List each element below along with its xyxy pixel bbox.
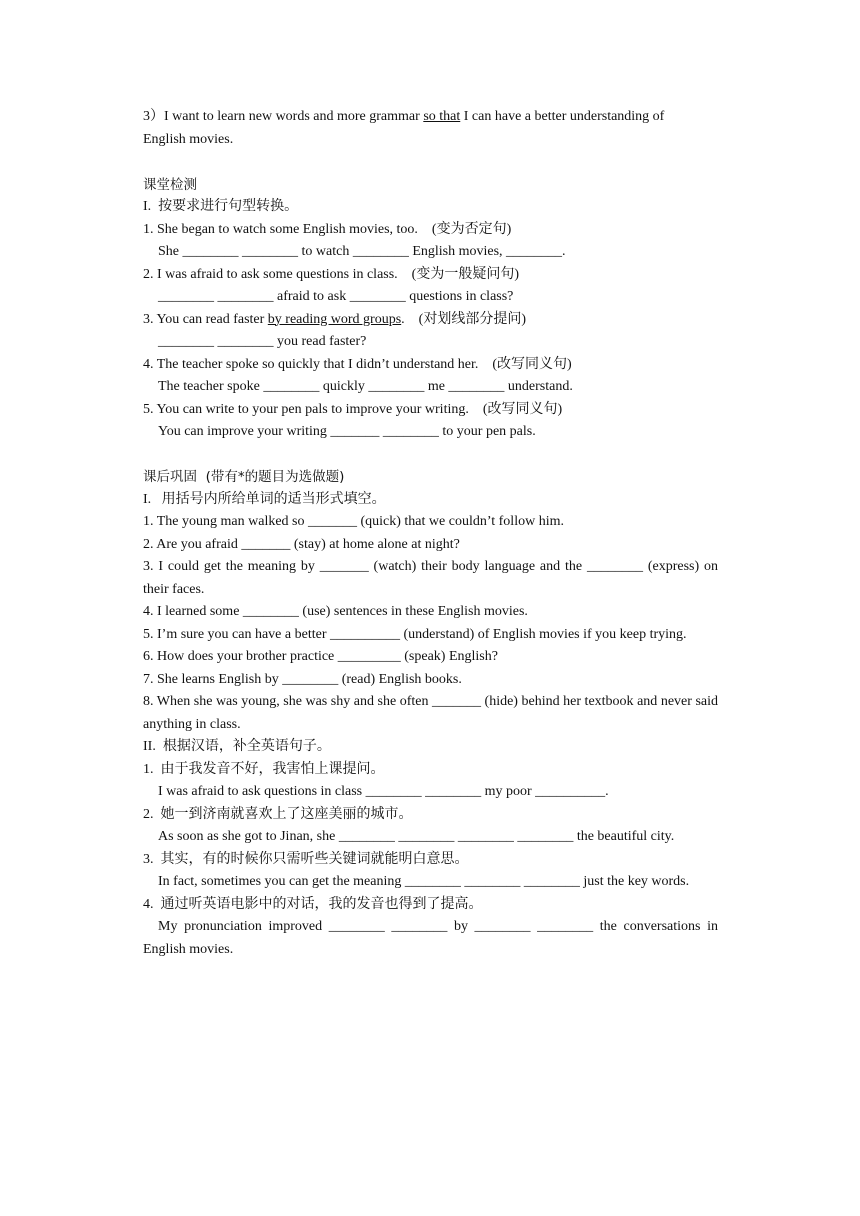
spacer (143, 151, 718, 174)
chinese-prompt: 4. 通过听英语电影中的对话，我的发音也得到了提高。 (143, 896, 483, 912)
fill-in-item: 2. Are you afraid _______ (stay) at home alone at night? (143, 536, 460, 552)
question: 1. She began to watch some English movies, too. (变为否定句) (143, 221, 512, 237)
part-heading: I. 按要求进行句型转换。 (143, 199, 299, 214)
question: 4. The teacher spoke so quickly that I didn’t understand her. (改写同义句) (143, 356, 572, 372)
question-text: 3. You can read faster (143, 311, 268, 327)
chinese-prompt: 3. 其实，有的时候你只需听些关键词就能明白意思。 (143, 851, 469, 867)
section-title-classroom-check: 课堂检测 (143, 176, 197, 193)
english-completion: As soon as she got to Jinan, she ________ ________ ________ ________ the beautiful city. (158, 829, 675, 844)
fill-in-item: 5. I’m sure you can have a better __________ (understand) of English movies if you keep trying. (143, 626, 687, 642)
chinese-prompt: 2. 她一到济南就喜欢上了这座美丽的城市。 (143, 806, 413, 822)
part-heading: II. 根据汉语，补全英语句子。 (143, 739, 331, 754)
intro-underlined-phrase: so that (423, 109, 461, 124)
fill-in-item: 1. The young man walked so _______ (quick) that we couldn’t follow him. (143, 514, 564, 529)
english-completion: My pronunciation improved ________ ________ by ________ ________ the conversations in English movies. (143, 919, 718, 957)
fill-in-item: 4. I learned some ________ (use) sentences in these English movies. (143, 604, 528, 619)
question: 5. You can write to your pen pals to improve your writing. (改写同义句) (143, 401, 563, 417)
answer-blank-line: She ________ ________ to watch ________ English movies, ________. (158, 244, 566, 259)
underlined-part: by reading word groups (267, 311, 402, 327)
fill-in-item: 8. When she was young, she was shy and she often _______ (hide) behind her textbook and never said anything in class. (143, 694, 718, 732)
fill-in-item: 3. I could get the meaning by _______ (watch) their body language and the ________ (express) on their faces. (143, 559, 718, 597)
worksheet-page (143, 106, 718, 961)
intro-text: 3）I want to learn new words and more grammar (143, 109, 424, 124)
part-heading: I. 用括号内所给单词的适当形式填空。 (143, 491, 386, 507)
english-completion: In fact, sometimes you can get the meaning ________ ________ ________ just the key words. (158, 874, 690, 889)
question: 2. I was afraid to ask some questions in class. (变为一般疑问句) (143, 266, 519, 282)
question (143, 309, 718, 332)
section-title-after-class: 课后巩固 (带有*的题目为选做题) (143, 469, 345, 485)
fill-in-item: 6. How does your brother practice _________ (speak) English? (143, 649, 498, 664)
answer-blank-line: You can improve your writing _______ ________ to your pen pals. (158, 424, 536, 439)
fill-in-item: 7. She learns English by ________ (read) English books. (143, 671, 462, 687)
answer-blank-line: ________ ________ you read faster? (158, 334, 367, 349)
spacer (143, 444, 718, 467)
answer-blank-line: ________ ________ afraid to ask ________ questions in class? (158, 289, 514, 304)
answer-blank-line: The teacher spoke ________ quickly ________ me ________ understand. (158, 379, 573, 394)
english-completion: I was afraid to ask questions in class ________ ________ my poor __________. (158, 784, 609, 799)
intro-text: I can have a better understanding of (460, 109, 665, 124)
question-text: . (对划线部分提问) (401, 311, 526, 327)
intro-line-1 (143, 106, 718, 129)
chinese-prompt: 1. 由于我发音不好，我害怕上课提问。 (143, 761, 385, 777)
intro-line-2: English movies. (143, 131, 234, 147)
